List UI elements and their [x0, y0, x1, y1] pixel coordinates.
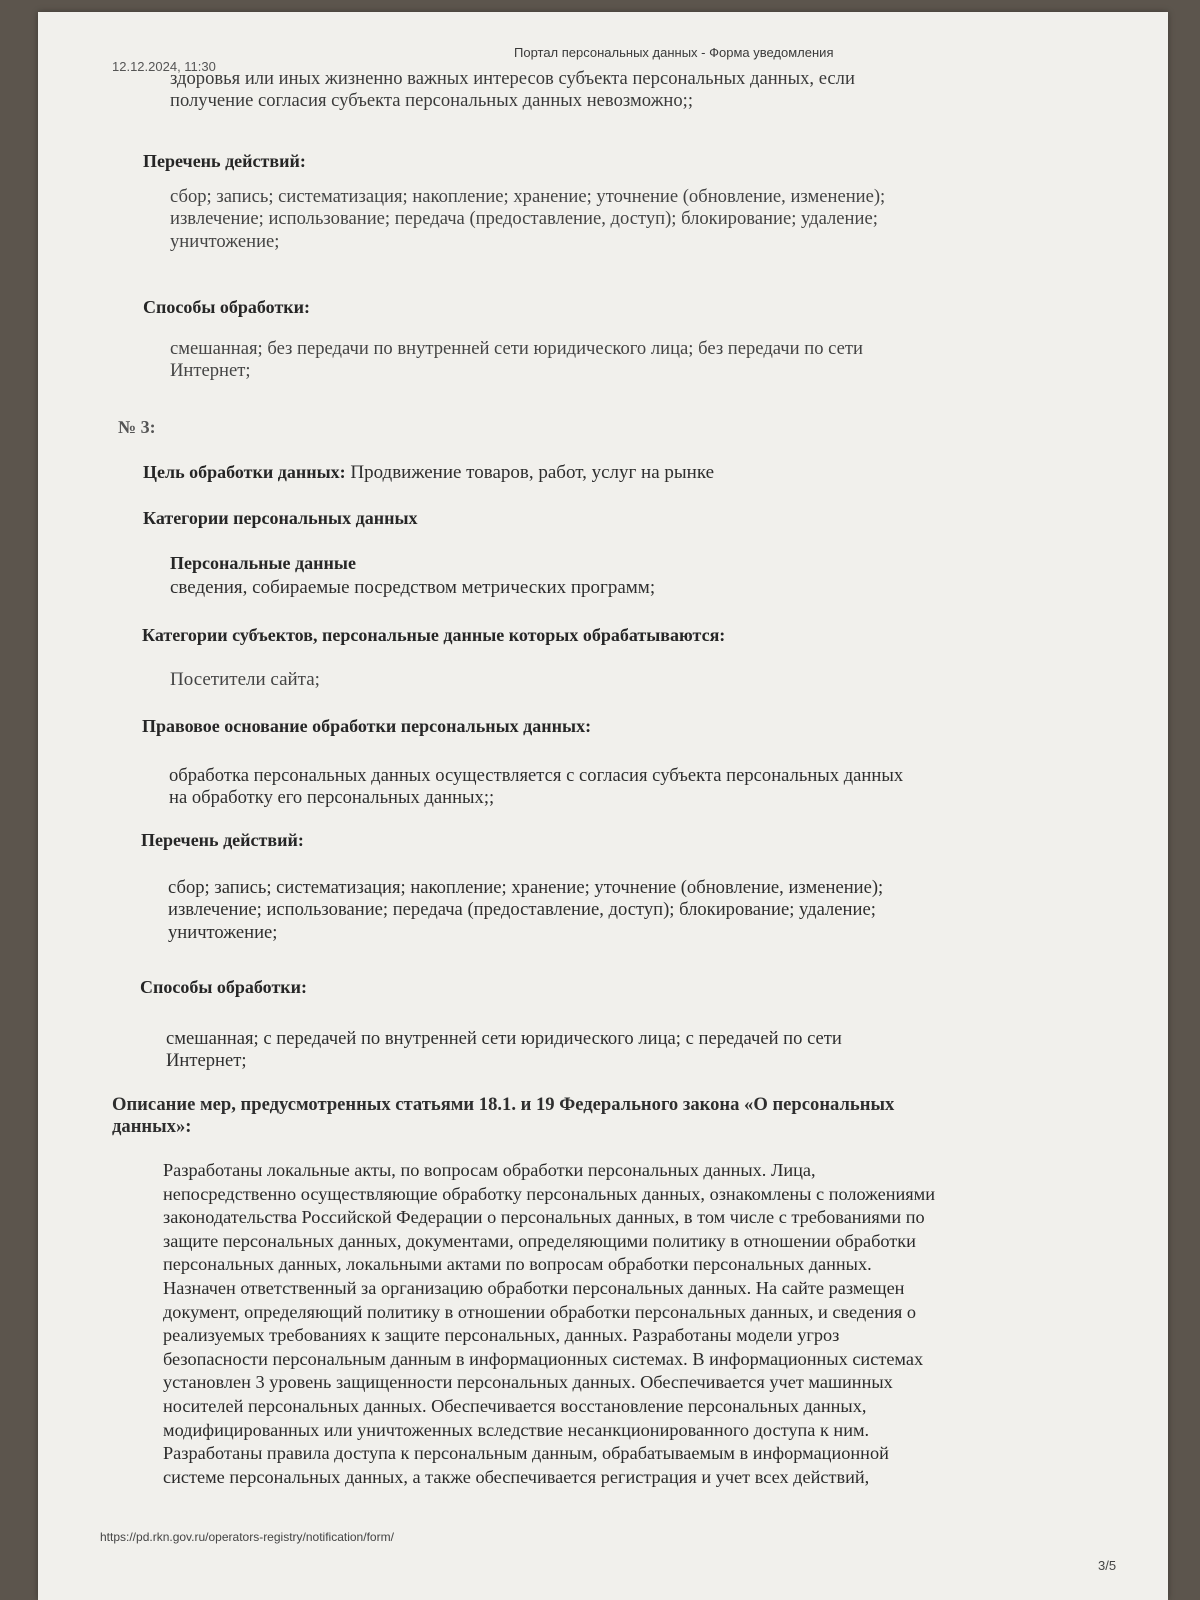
text-line: документ, определяющий политику в отношении обработки персональных данных, и сведения о [163, 1301, 916, 1322]
page-number: 3/5 [1098, 1558, 1117, 1573]
methods-heading: Способы обработки: [143, 297, 311, 317]
text-line: безопасности персональным данным в информационных системах. В информационных системах [163, 1348, 924, 1369]
subjects-heading: Категории субъектов, персональные данные которых обрабатываются: [142, 625, 726, 645]
text-line: носителей персональных данных. Обеспечивается восстановление персональных данных, [163, 1395, 867, 1416]
purpose-label: Цель обработки данных: [143, 462, 346, 482]
text-line: данных»: [112, 1116, 192, 1137]
actions-heading-3: Перечень действий: [141, 830, 304, 850]
text-line: защите персональных данных, документами, определяющими политику в отношении обработки [163, 1230, 916, 1251]
print-header-title: Портал персональных данных - Форма уведомления [514, 45, 834, 60]
purpose-value: Продвижение товаров, работ, услуг на рынке [350, 462, 715, 483]
actions-text [170, 186, 885, 253]
text-line: Назначен ответственный за организацию обработки персональных данных. На сайте размещен [163, 1277, 905, 1298]
legal-basis-text [169, 765, 903, 810]
measures-heading [112, 1094, 894, 1138]
text-line: непосредственно осуществляющие обработку персональных данных, ознакомлены с положениями [163, 1183, 936, 1204]
text-line: обработка персональных данных осуществляется с согласия субъекта персональных данных [169, 765, 904, 786]
text-line: Интернет; [166, 1050, 247, 1072]
text-line: извлечение; использование; передача (предоставление, доступ); блокирование; удаление; [170, 208, 878, 230]
text-line: сбор; запись; систематизация; накопление; хранение; уточнение (обновление, изменение); [168, 877, 884, 898]
methods-text-3 [166, 1028, 842, 1073]
text-line: извлечение; использование; передача (предоставление, доступ); блокирование; удаление; [168, 899, 876, 921]
legal-basis-heading: Правовое основание обработки персональных данных: [142, 716, 592, 736]
pd-value: сведения, собираемые посредством метрических программ; [170, 577, 656, 598]
purpose-row [143, 461, 714, 484]
text-line: законодательства Российской Федерации о персональных данных, в том числе с требованиями по [163, 1207, 925, 1228]
text-line: получение согласия субъекта персональных данных невозможно;; [170, 90, 693, 112]
print-footer-url: https://pd.rkn.gov.ru/operators-registry/notification/form/ [100, 1530, 394, 1544]
text-line: смешанная; с передачей по внутренней сети юридического лица; с передачей по сети [166, 1028, 842, 1049]
text-line: смешанная; без передачи по внутренней сети юридического лица; без передачи по сети [170, 338, 863, 359]
actions-heading: Перечень действий: [143, 151, 306, 171]
text-line: установлен 3 уровень защищенности персональных данных. Обеспечивается учет машинных [163, 1372, 893, 1393]
methods-heading-3: Способы обработки: [140, 977, 308, 997]
text-line: на обработку его персональных данных;; [169, 787, 495, 809]
print-date: 12.12.2024, 11:30 [112, 59, 216, 74]
text-line: модифицированных или уничтоженных вследствие несанкционированного доступа к ним. [163, 1419, 870, 1440]
text-line: уничтожение; [168, 921, 278, 943]
text-line: персональных данных, локальными актами по вопросам обработки персональных данных. [163, 1254, 872, 1275]
text-line: уничтожение; [170, 230, 280, 252]
text-line: Интернет; [170, 360, 251, 382]
text-line: здоровья или иных жизненно важных интересов субъекта персональных данных, если [170, 68, 855, 89]
measures-text [163, 1159, 935, 1489]
text-line: сбор; запись; систематизация; накопление; хранение; уточнение (обновление, изменение); [170, 186, 886, 207]
continuation-text [170, 68, 855, 113]
pd-heading: Персональные данные [170, 553, 356, 573]
text-line: системе персональных данных, а также обеспечивается регистрация и учет всех действий, [163, 1466, 870, 1487]
actions-text-3 [168, 877, 883, 944]
text-line: Разработаны локальные акты, по вопросам обработки персональных данных. Лица, [163, 1160, 816, 1180]
categories-heading: Категории персональных данных [143, 508, 418, 528]
subjects-value: Посетители сайта; [170, 669, 320, 690]
text-line: Разработаны правила доступа к персональным данным, обрабатываемым в информационной [163, 1443, 889, 1464]
methods-text [170, 338, 863, 383]
text-line: реализуемых требованиях к защите персональных, данных. Разработаны модели угроз [163, 1325, 840, 1346]
section-number: № 3: [118, 417, 156, 437]
text-line: Описание мер, предусмотренных статьями 18.1. и 19 Федерального закона «О персональных [112, 1094, 895, 1115]
